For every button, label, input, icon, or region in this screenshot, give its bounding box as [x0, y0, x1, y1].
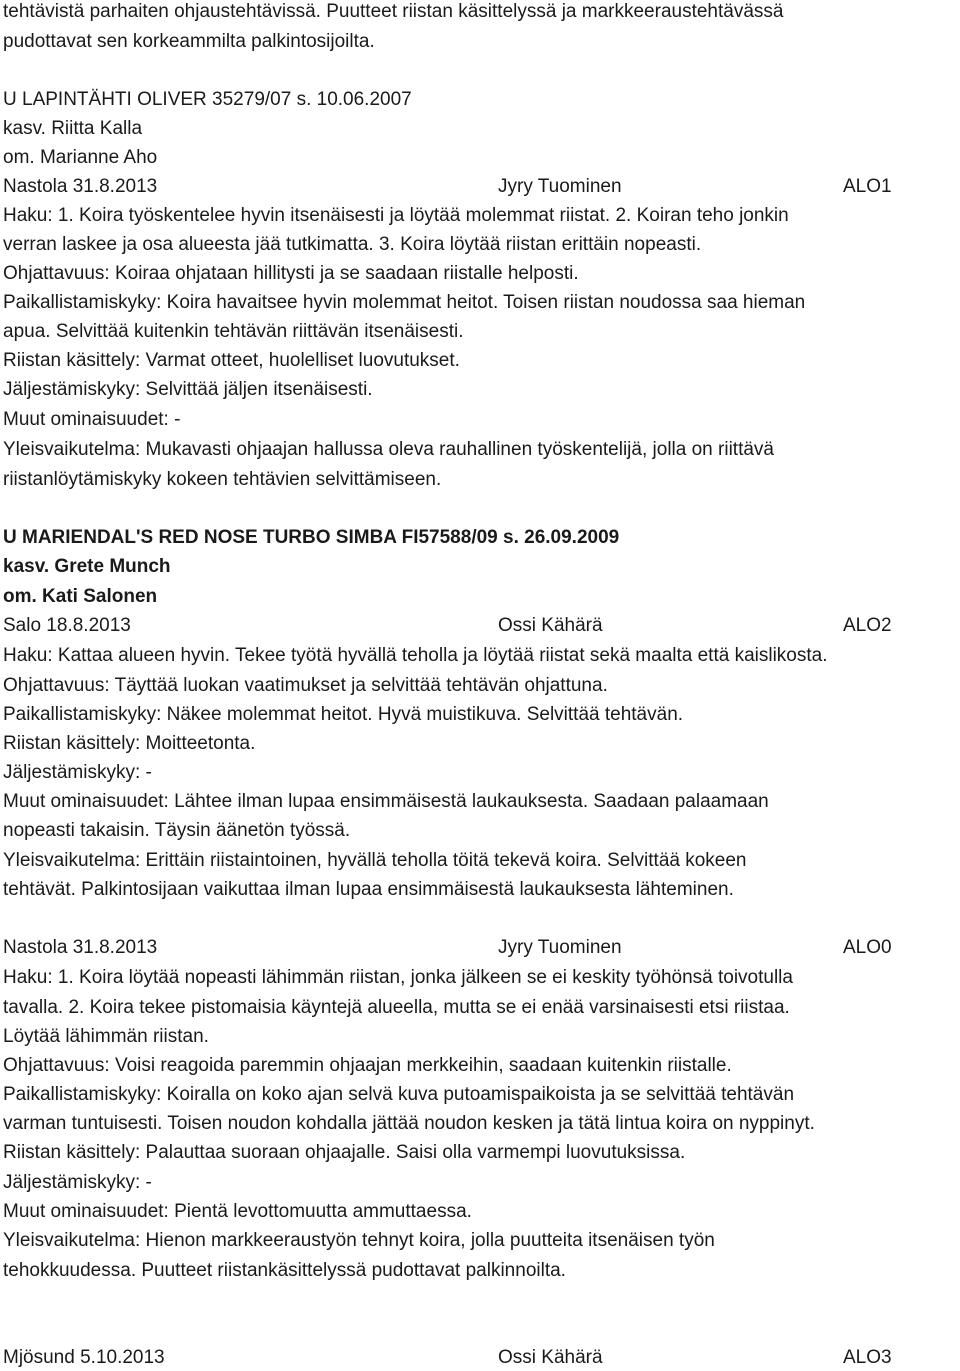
trial-result: ALO1: [843, 176, 892, 197]
dog2-line: Paikallistamiskyky: Näkee molemmat heitot. Hyvä muistikuva. Selvittää tehtävän.: [3, 704, 684, 725]
trial-result: ALO2: [843, 615, 892, 636]
trial-result: ALO3: [843, 1347, 892, 1368]
dog2-line: Paikallistamiskyky: Koiralla on koko ajan selvä kuva putoamispaikoista ja se selvittää tehtävän: [3, 1084, 795, 1105]
dog2-line: Ohjattavuus: Voisi reagoida paremmin ohjaajan merkkeihin, saadaan kuitenkin riistalle.: [3, 1055, 732, 1076]
dog1-line: Riistan käsittely: Varmat otteet, huolelliset luovutukset.: [3, 350, 460, 371]
trial-judge: Ossi Kähärä: [498, 615, 603, 636]
dog2-line: Riistan käsittely: Palauttaa suoraan ohjaajalle. Saisi olla varmempi luovutuksissa.: [3, 1142, 686, 1163]
dog2-line: Yleisvaikutelma: Erittäin riistaintoinen, hyvällä teholla töitä tekevä koira. Selvittää kokeen: [3, 850, 747, 871]
dog1-line: Ohjattavuus: Koiraa ohjataan hillitysti ja se saadaan riistalle helposti.: [3, 263, 579, 284]
dog2-line: Löytää lähimmän riistan.: [3, 1026, 209, 1047]
dog2-line: Yleisvaikutelma: Hienon markkeeraustyön tehnyt koira, jolla puutteita itsenäisen työn: [3, 1230, 715, 1251]
intro-line-1: tehtävistä parhaiten ohjaustehtävissä. Puutteet riistan käsittelyssä ja markkeeraustehtävässä: [3, 1, 784, 22]
dog2-line: Jäljestämiskyky: -: [3, 762, 152, 783]
dog1-line: Muut ominaisuudet: -: [3, 409, 181, 430]
dog2-line: tavalla. 2. Koira tekee pistomaisia käyntejä alueella, mutta se ei enää varsinaisesti etsi riistaa.: [3, 997, 790, 1018]
trial-judge: Ossi Kähärä: [498, 1347, 603, 1368]
dog1-line: apua. Selvittää kuitenkin tehtävän riittävän itsenäisesti.: [3, 321, 464, 342]
dog1-trial-row: [3, 175, 903, 199]
trial-place: Mjösund 5.10.2013: [3, 1347, 165, 1368]
dog2-line: tehtävät. Palkintosijaan vaikuttaa ilman lupaa ensimmäisestä laukauksesta lähteminen.: [3, 879, 734, 900]
dog1-line: verran laskee ja osa alueesta jää tutkimatta. 3. Koira löytää riistan erittäin nopeasti.: [3, 234, 702, 255]
intro-line-2: pudottavat sen korkeammilta palkintosijoilta.: [3, 31, 375, 52]
dog2-owner: om. Kati Salonen: [3, 586, 158, 607]
trial-place: Nastola 31.8.2013: [3, 176, 158, 197]
dog2-trial1-row: [3, 614, 903, 638]
dog2-line: Jäljestämiskyky: -: [3, 1172, 152, 1193]
dog2-line: Haku: 1. Koira löytää nopeasti lähimmän riistan, jonka jälkeen se ei keskity työhönsä toivotulla: [3, 967, 793, 988]
trial-place: Salo 18.8.2013: [3, 615, 131, 636]
trial-result: ALO0: [843, 937, 892, 958]
trial-judge: Jyry Tuominen: [498, 176, 622, 197]
dog2-line: Riistan käsittely: Moitteetonta.: [3, 733, 256, 754]
dog1-line: riistanlöytämiskyky kokeen tehtävien selvittämiseen.: [3, 469, 442, 490]
dog2-trial2-row: [3, 936, 903, 960]
dog1-title: U LAPINTÄHTI OLIVER 35279/07 s. 10.06.2007: [3, 89, 412, 110]
dog2-trial3-row: [3, 1346, 903, 1370]
dog1-line: Haku: 1. Koira työskentelee hyvin itsenäisesti ja löytää molemmat riistat. 2. Koiran teho jonkin: [3, 205, 789, 226]
dog2-line: varman tuntuisesti. Toisen noudon kohdalla jättää noudon kesken ja tätä lintua koira on nyppinyt.: [3, 1113, 815, 1134]
dog2-title: U MARIENDAL'S RED NOSE TURBO SIMBA FI57588/09 s. 26.09.2009: [3, 527, 620, 548]
trial-place: Nastola 31.8.2013: [3, 937, 158, 958]
dog2-line: Ohjattavuus: Täyttää luokan vaatimukset ja selvittää tehtävän ohjattuna.: [3, 675, 608, 696]
dog1-breeder: kasv. Riitta Kalla: [3, 118, 143, 139]
dog1-line: Yleisvaikutelma: Mukavasti ohjaajan hallussa oleva rauhallinen työskentelijä, jolla on riittävä: [3, 439, 774, 460]
dog1-line: Jäljestämiskyky: Selvittää jäljen itsenäisesti.: [3, 379, 373, 400]
trial-judge: Jyry Tuominen: [498, 937, 622, 958]
dog2-line: Muut ominaisuudet: Pientä levottomuutta ammuttaessa.: [3, 1201, 472, 1222]
dog2-line: Haku: Kattaa alueen hyvin. Tekee työtä hyvällä teholla ja löytää riistat sekä maalta että kaislikosta.: [3, 645, 828, 666]
dog2-line: Muut ominaisuudet: Lähtee ilman lupaa ensimmäisestä laukauksesta. Saadaan palaamaan: [3, 791, 769, 812]
dog2-breeder: kasv. Grete Munch: [3, 556, 171, 577]
dog2-line: nopeasti takaisin. Täysin äänetön työssä.: [3, 820, 351, 841]
dog1-owner: om. Marianne Aho: [3, 147, 158, 168]
dog2-line: tehokkuudessa. Puutteet riistankäsittelyssä pudottavat palkinnoilta.: [3, 1260, 566, 1281]
dog1-line: Paikallistamiskyky: Koira havaitsee hyvin molemmat heitot. Toisen riistan noudossa saa hieman: [3, 292, 806, 313]
